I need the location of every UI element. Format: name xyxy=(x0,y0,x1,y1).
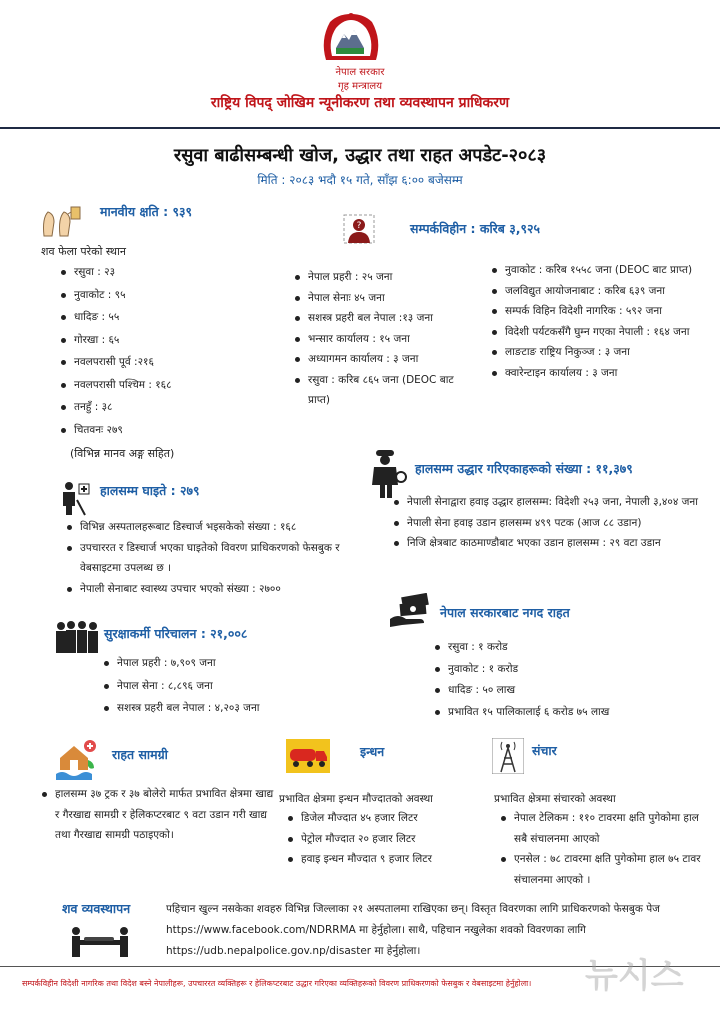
rescued-list xyxy=(393,492,713,554)
list-item: गोरखा : ६५ xyxy=(60,330,280,351)
list-item: उपचाररत र डिस्चार्ज भएका घाइतेको विवरण प्राधिकरणको फेसबुक र वेबसाइटमा उपलब्ध छ । xyxy=(66,538,362,579)
rescued-heading: हालसम्म उद्धार गरिएकाहरूको संख्या : ११,३७९ xyxy=(415,461,633,476)
missing-heading: सम्पर्कविहीन : करिब ३,९२५ xyxy=(410,221,541,236)
list-item: भन्सार कार्यालय : १५ जना xyxy=(294,329,474,350)
list-item: अध्यागमन कार्यालय : ३ जना xyxy=(294,349,474,370)
govt-name: नेपाल सरकार xyxy=(335,67,385,78)
relief-heading: राहत सामग्री xyxy=(112,747,168,762)
human-loss-list xyxy=(60,262,280,440)
list-item: नेपाली सेनाबाट स्वास्थ्य उपचार भएको संख्या : २७०० xyxy=(66,579,362,600)
list-item: नेपाल प्रहरी : २५ जना xyxy=(294,267,474,288)
list-item: लाङटाङ राष्ट्रिय निकुञ्ज : ३ जना xyxy=(491,342,711,363)
list-item: नुवाकोट : १ करोड xyxy=(434,659,714,680)
stretcher-icon xyxy=(70,926,130,958)
list-item: सशस्त्र प्रहरी बल नेपाल :१३ जना xyxy=(294,308,474,329)
list-item: नेपाल सेनाः ४५ जना xyxy=(294,288,474,309)
watermark: 뉴시스 xyxy=(585,956,684,996)
list-item: धादिङ : ५५ xyxy=(60,307,280,328)
comm-subheading: प्रभावित क्षेत्रमा संचारको अवस्था xyxy=(494,793,616,805)
list-item: नवलपरासी पूर्व :२१६ xyxy=(60,352,280,373)
list-item: नेपाली सेनाद्वारा हवाइ उद्धार हालसम्म: विदेशी २५३ जना, नेपाली ३,४०४ जना xyxy=(393,492,713,513)
list-item: तनहुँ : ३८ xyxy=(60,397,280,418)
injured-list xyxy=(66,517,362,599)
list-item: रसुवा : करिब ८६५ जना (DEOC बाट प्राप्त) xyxy=(294,370,474,411)
list-item: डिजेल मौज्दात ४५ हजार लिटर xyxy=(287,808,487,829)
human-loss-subheading: शव फेला परेको स्थान xyxy=(41,245,126,258)
cash-heading: नेपाल सरकारबाट नगद राहत xyxy=(440,605,570,620)
list-item: क्वारेन्टाइन कार्यालय : ३ जना xyxy=(491,363,711,384)
list-item: जलविद्युत आयोजनाबाट : करिब ६३९ जना xyxy=(491,281,711,302)
list-item: चितवनः २७९ xyxy=(60,420,280,441)
relief-list xyxy=(41,784,277,846)
security-heading: सुरक्षाकर्मी परिचालन : २१,००८ xyxy=(104,626,248,641)
page-title: रसुवा बाढीसम्बन्धी खोज, उद्धार तथा राहत अपडेट-२०८३ xyxy=(173,145,547,166)
feet-tag-icon xyxy=(38,204,82,238)
list-item: नेपाल टेलिकम : ११० टावरमा क्षति पुगेकोमा हाल सबै संचालनमा आएको xyxy=(500,808,712,849)
security-personnel-icon xyxy=(54,620,100,654)
list-item: सम्पर्क विहिन विदेशी नागरिक : ५९२ जना xyxy=(491,301,711,322)
list-item: विदेशी पर्यटकसँगै घुम्न गएका नेपाली : १६४ जना xyxy=(491,322,711,343)
human-loss-note: (विभिन्न मानव अङ्ग सहित) xyxy=(70,447,175,460)
missing-list-col2 xyxy=(491,260,711,383)
missing-person-icon xyxy=(343,214,375,244)
comm-heading: संचार xyxy=(532,743,557,758)
list-item: नेपाल प्रहरी : ७,९०९ जना xyxy=(103,653,333,674)
list-item: हालसम्म ३७ ट्रक र ३७ बोलेरो मार्फत प्रभावित क्षेत्रमा खाद्य र गैरखाद्य सामग्री र हेलिकप्टरबाट ९ वटा उडान गरी खाद्य तथा गैरखाद्य सामग्री पठाइएको। xyxy=(41,784,277,846)
list-item: नवलपरासी पश्चिम : १६८ xyxy=(60,375,280,396)
list-item: हवाइ इन्धन मौज्दात ९ हजार लिटर xyxy=(287,849,487,870)
fuel-subheading: प्रभावित क्षेत्रमा इन्धन मौज्दातको अवस्था xyxy=(279,793,433,805)
list-item: धादिङ : ५० लाख xyxy=(434,680,714,701)
fuel-heading: इन्धन xyxy=(360,744,385,759)
list-item: रसुवा : २३ xyxy=(60,262,280,283)
header-divider xyxy=(0,127,720,129)
security-list xyxy=(103,653,333,719)
house-flood-icon xyxy=(54,736,98,780)
fuel-tanker-icon xyxy=(286,739,330,773)
comm-tower-icon xyxy=(492,738,524,774)
svg-text:?: ? xyxy=(356,221,362,231)
authority-name: राष्ट्रिय विपद् जोखिम न्यूनीकरण तथा व्यवस्थापन प्राधिकरण xyxy=(210,95,510,111)
list-item: नुवाकोट : ९५ xyxy=(60,285,280,306)
list-item: पेट्रोल मौज्दात २० हजार लिटर xyxy=(287,829,487,850)
missing-list-col1 xyxy=(294,267,474,411)
list-item: प्रभावित १५ पालिकालाई ६ करोड ७५ लाख xyxy=(434,702,714,723)
comm-list xyxy=(500,808,712,890)
cash-hand-icon xyxy=(388,593,432,629)
list-item: विभिन्न अस्पतालहरूबाट डिस्चार्ज भइसकेको संख्या : १६८ xyxy=(66,517,362,538)
list-item: नेपाली सेना हवाइ उडान हालसम्म ४९९ पटक (आज ८८ उडान) xyxy=(393,513,713,534)
report-date: मिति : २०८३ भदौ १५ गते, साँझ ६:०० बजेसम्म xyxy=(257,173,463,187)
injured-heading: हालसम्म घाइते : २७९ xyxy=(100,483,200,498)
fuel-list xyxy=(287,808,487,870)
list-item: नेपाल सेना : ८,८९६ जना xyxy=(103,676,333,697)
list-item: निजि क्षेत्रबाट काठमाण्डौबाट भएका उडान हालसम्म : २९ वटा उडान xyxy=(393,533,713,554)
cash-list xyxy=(434,637,714,722)
dead-mgmt-text: पहिचान खुल्न नसकेका शवहरु विभिन्न जिल्लाका २१ अस्पतालमा राखिएका छन्। विस्तृत विवरणका लागि प्राधिकरणको फेसबुक पेज https://www.facebook.com/NDRRMA मा हेर्नुहोला। साथै, पहिचान नखुलेका शवको विवरणका लागि https://udb.nepalpolice.gov.np/disaster मा हेर्नुहोला। xyxy=(166,903,660,957)
dead-mgmt-heading: शव व्यवस्थापन xyxy=(62,901,131,916)
list-item: रसुवा : १ करोड xyxy=(434,637,714,658)
ministry-name: गृह मन्त्रालय xyxy=(337,81,383,92)
human-loss-heading: मानवीय क्षति : ९३९ xyxy=(100,204,192,219)
injured-person-icon xyxy=(55,480,91,516)
list-item: सशस्त्र प्रहरी बल नेपाल : ४,२०३ जना xyxy=(103,698,333,719)
list-item: नुवाकोट : करिब १५५८ जना (DEOC बाट प्राप्त) xyxy=(491,260,711,281)
footer-note: सम्पर्कविहीन विदेशी नागरिक तथा विदेश बस्ने नेपालीहरू, उपचाररत व्यक्तिहरू र हेलिकप्टरबाट उद्धार गरिएका व्यक्तिहरूको विवरण प्राधिकरणको फेसबुक र वेबसाइटमा हेर्नुहोला। xyxy=(22,979,532,988)
nepal-emblem xyxy=(318,10,384,64)
list-item: एनसेल : ७८ टावरमा क्षति पुगेकोमा हाल ७५ टावर संचालनमा आएको । xyxy=(500,849,712,890)
